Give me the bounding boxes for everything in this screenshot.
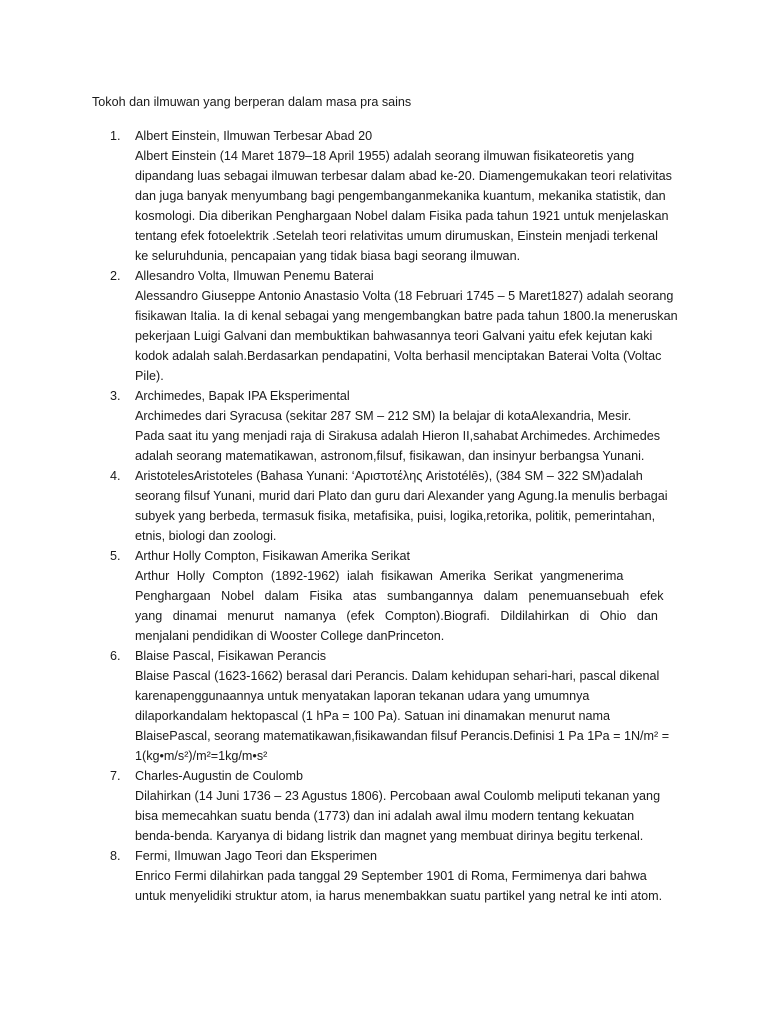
- list-item-number: 6.: [110, 649, 121, 663]
- list-item-number: 8.: [110, 849, 121, 863]
- list-item: [110, 766, 710, 846]
- list-item: [110, 126, 710, 266]
- list-item-number: 7.: [110, 769, 121, 783]
- list-item-heading: Arthur Holly Compton, Fisikawan Amerika Serikat: [135, 549, 411, 563]
- paragraph-line: karenapenggunaannya untuk menyatakan laporan tekanan udara yang umumnya: [135, 689, 590, 703]
- document-title: Tokoh dan ilmuwan yang berperan dalam masa pra sains: [92, 95, 412, 109]
- list-item: [110, 846, 710, 906]
- paragraph-line: adalah seorang matematikawan, astronom,filsuf, fisikawan, dan insinyur berbangsa Yunani.: [135, 449, 645, 463]
- list-item-heading: AristotelesAristoteles (Bahasa Yunani: ‘Αριστοτέλης Aristotélēs), (384 SM – 322 SM)adalah: [135, 469, 643, 483]
- list-item: [110, 386, 710, 466]
- list-item: [110, 266, 710, 386]
- list-item-heading: Allesandro Volta, Ilmuwan Penemu Baterai: [135, 269, 374, 283]
- list-item-number: 1.: [110, 129, 121, 143]
- list-item-number: 5.: [110, 549, 121, 563]
- paragraph-line: ke seluruhdunia, pencapaian yang tidak biasa bagi seorang ilmuwan.: [135, 249, 521, 263]
- paragraph-line: Penghargaan Nobel dalam Fisika atas sumbangannya dalam penemuansebuah efek: [135, 589, 664, 603]
- paragraph-line: yang dinamai menurut namanya (efek Compton).Biografi. Dildilahirkan di Ohio dan: [135, 609, 658, 623]
- paragraph-line: bisa memecahkan suatu benda (1773) dan ini adalah awal ilmu modern tentang kekuatan: [135, 809, 635, 823]
- list-item-number: 4.: [110, 469, 121, 483]
- paragraph-line: Arthur Holly Compton (1892-1962) ialah fisikawan Amerika Serikat yangmenerima: [135, 569, 624, 583]
- paragraph-line: BlaisePascal, seorang matematikawan,fisikawandan filsuf Perancis.Definisi 1 Pa 1Pa = 1N/m² =: [135, 729, 670, 743]
- list-item: [110, 466, 710, 546]
- paragraph-line: Archimedes dari Syracusa (sekitar 287 SM – 212 SM) Ia belajar di kotaAlexandria, Mesir.: [135, 409, 632, 423]
- list-item-heading: Archimedes, Bapak IPA Eksperimental: [135, 389, 350, 403]
- list-item-number: 2.: [110, 269, 121, 283]
- paragraph-line: Dilahirkan (14 Juni 1736 – 23 Agustus 1806). Percobaan awal Coulomb meliputi tekanan yang: [135, 789, 661, 803]
- paragraph-line: tentang efek fotoelektrik .Setelah teori relativitas umum dirumuskan, Einstein menjadi terkenal: [135, 229, 658, 243]
- list-item-heading: Fermi, Ilmuwan Jago Teori dan Eksperimen: [135, 849, 377, 863]
- paragraph-line: Pada saat itu yang menjadi raja di Sirakusa adalah Hieron II,sahabat Archimedes. Archimedes: [135, 429, 661, 443]
- paragraph-line: Blaise Pascal (1623-1662) berasal dari Perancis. Dalam kehidupan sehari-hari, pascal dikenal: [135, 669, 660, 683]
- list-item-heading: Albert Einstein, Ilmuwan Terbesar Abad 20: [135, 129, 373, 143]
- paragraph-line: etnis, biologi dan zoologi.: [135, 529, 277, 543]
- paragraph-line: menjalani pendidikan di Wooster College danPrinceton.: [135, 629, 445, 643]
- paragraph-line: kodok adalah salah.Berdasarkan pendapatini, Volta berhasil menciptakan Baterai Volta (Voltac: [135, 349, 662, 363]
- list-item-heading: Blaise Pascal, Fisikawan Perancis: [135, 649, 327, 663]
- list-item-number: 3.: [110, 389, 121, 403]
- paragraph-line: 1(kg•m/s²)/m²=1kg/m•s²: [135, 749, 268, 763]
- paragraph-line: benda-benda. Karyanya di bidang listrik dan magnet yang membuat dirinya begitu terkenal.: [135, 829, 644, 843]
- scientist-list: [110, 126, 710, 906]
- paragraph-line: untuk menyelidiki struktur atom, ia harus menembakkan suatu partikel yang netral ke inti atom.: [135, 889, 663, 903]
- paragraph-line: dilaporkandalam hektopascal (1 hPa = 100 Pa). Satuan ini dinamakan menurut nama: [135, 709, 611, 723]
- paragraph-line: fisikawan Italia. Ia di kenal sebagai yang mengembangkan batre pada tahun 1800.Ia meneruskan: [135, 309, 678, 323]
- paragraph-line: pekerjaan Luigi Galvani dan membuktikan bahwasannya teori Galvani yaitu efek kejutan kaki: [135, 329, 653, 343]
- paragraph-line: seorang filsuf Yunani, murid dari Plato dan guru dari Alexander yang Agung.Ia menulis berbagai: [135, 489, 668, 503]
- paragraph-line: dan juga banyak menyumbang bagi pengembanganmekanika kuantum, mekanika statistik, dan: [135, 189, 666, 203]
- paragraph-line: kosmologi. Dia diberikan Penghargaan Nobel dalam Fisika pada tahun 1921 untuk menjelaskan: [135, 209, 669, 223]
- paragraph-line: Albert Einstein (14 Maret 1879–18 April 1955) adalah seorang ilmuwan fisikateoretis yang: [135, 149, 635, 163]
- paragraph-line: Alessandro Giuseppe Antonio Anastasio Volta (18 Februari 1745 – 5 Maret1827) adalah seorang: [135, 289, 674, 303]
- paragraph-line: subyek yang berbeda, termasuk fisika, metafisika, puisi, logika,retorika, politik, pemerintahan,: [135, 509, 656, 523]
- list-item: [110, 546, 710, 646]
- paragraph-line: dipandang luas sebagai ilmuwan terbesar dalam abad ke-20. Diamengemukakan teori relativitas: [135, 169, 672, 183]
- list-item: [110, 646, 710, 766]
- list-item-heading: Charles-Augustin de Coulomb: [135, 769, 304, 783]
- paragraph-line: Enrico Fermi dilahirkan pada tanggal 29 September 1901 di Roma, Fermimenya dari bahwa: [135, 869, 647, 883]
- paragraph-line: Pile).: [135, 369, 164, 383]
